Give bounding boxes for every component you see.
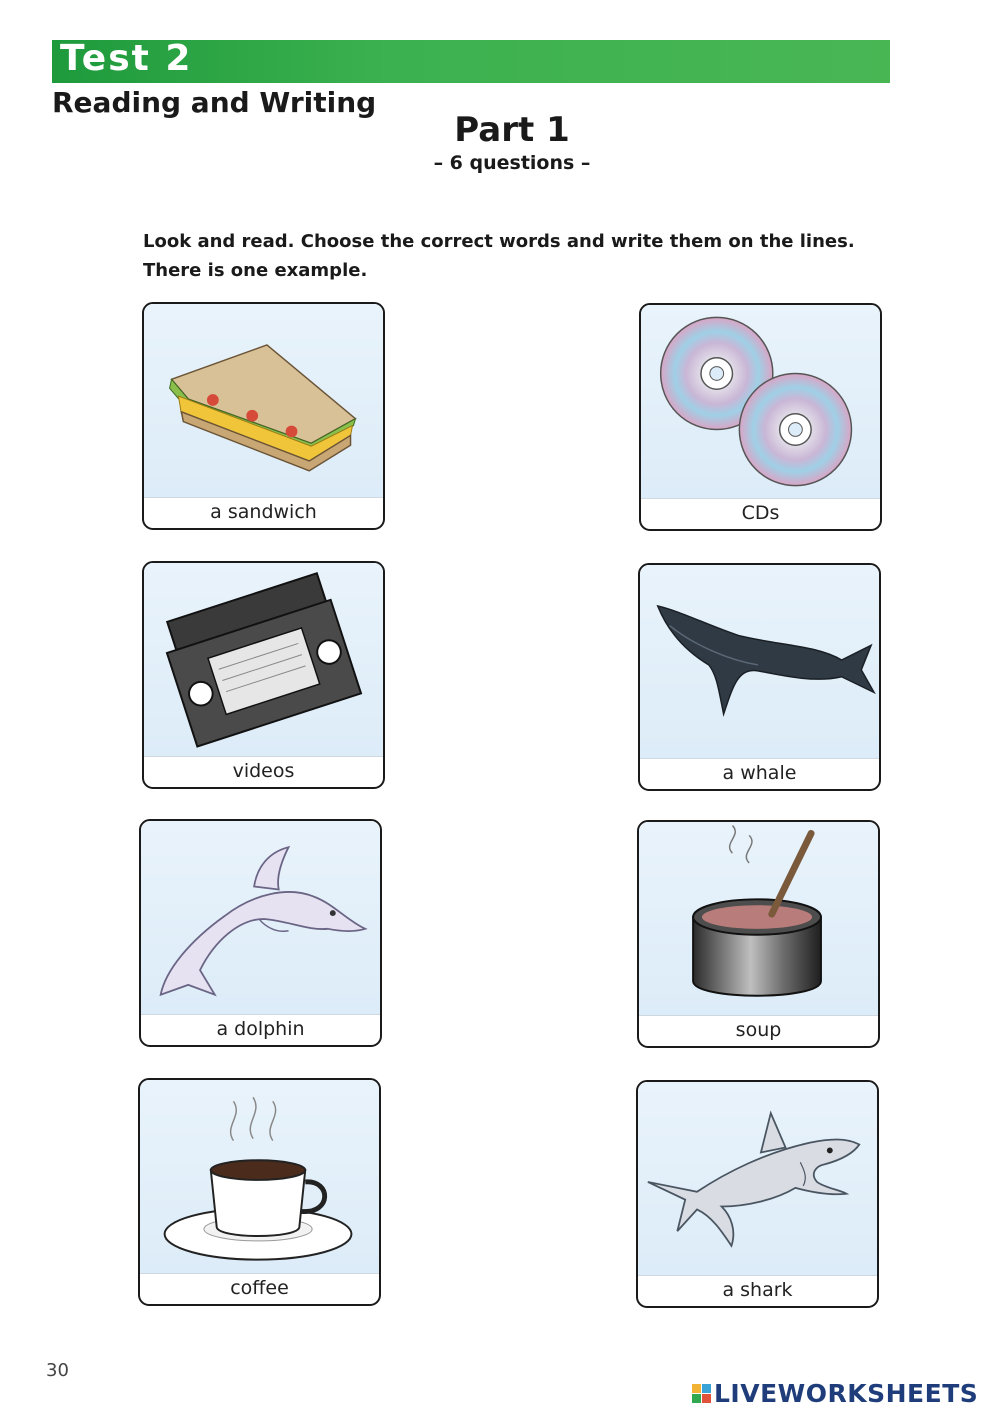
test-banner — [52, 40, 890, 83]
part-subtitle: – 6 questions – — [433, 152, 591, 174]
card-label: a whale — [722, 762, 797, 784]
picture-card-videos — [142, 561, 385, 789]
picture-card-sandwich — [142, 302, 385, 530]
test-label: Test 2 — [60, 38, 193, 79]
logo-text: LIVEWORKSHEETS — [714, 1378, 979, 1408]
sandwich-icon — [144, 304, 383, 497]
dolphin-icon — [141, 821, 380, 1014]
card-label: a sandwich — [210, 501, 317, 523]
card-label: videos — [232, 760, 295, 782]
card-label: a dolphin — [216, 1018, 305, 1040]
whale-icon — [640, 565, 879, 758]
soup-pot-icon — [639, 822, 878, 1015]
card-label: CDs — [741, 502, 780, 524]
page-number: 30 — [46, 1360, 69, 1381]
shark-icon — [638, 1082, 877, 1275]
liveworksheets-logo — [692, 1376, 978, 1410]
picture-card-coffee — [138, 1078, 381, 1306]
card-label: a shark — [722, 1279, 793, 1301]
picture-card-cds — [639, 303, 882, 531]
picture-card-dolphin — [139, 819, 382, 1047]
picture-card-shark — [636, 1080, 879, 1308]
instructions: Look and read. Choose the correct words and write them on the lines. There is one example. — [143, 231, 855, 281]
picture-card-soup — [637, 820, 880, 1048]
picture-card-whale — [638, 563, 881, 791]
card-label: soup — [735, 1019, 782, 1041]
card-label: coffee — [230, 1277, 289, 1299]
logo-mark-icon — [692, 1384, 711, 1403]
video-cassette-icon — [144, 563, 383, 756]
section-title: Reading and Writing — [52, 86, 377, 119]
coffee-cup-icon — [140, 1080, 379, 1273]
part-title: Part 1 — [454, 110, 570, 150]
cd-icon — [641, 305, 880, 498]
